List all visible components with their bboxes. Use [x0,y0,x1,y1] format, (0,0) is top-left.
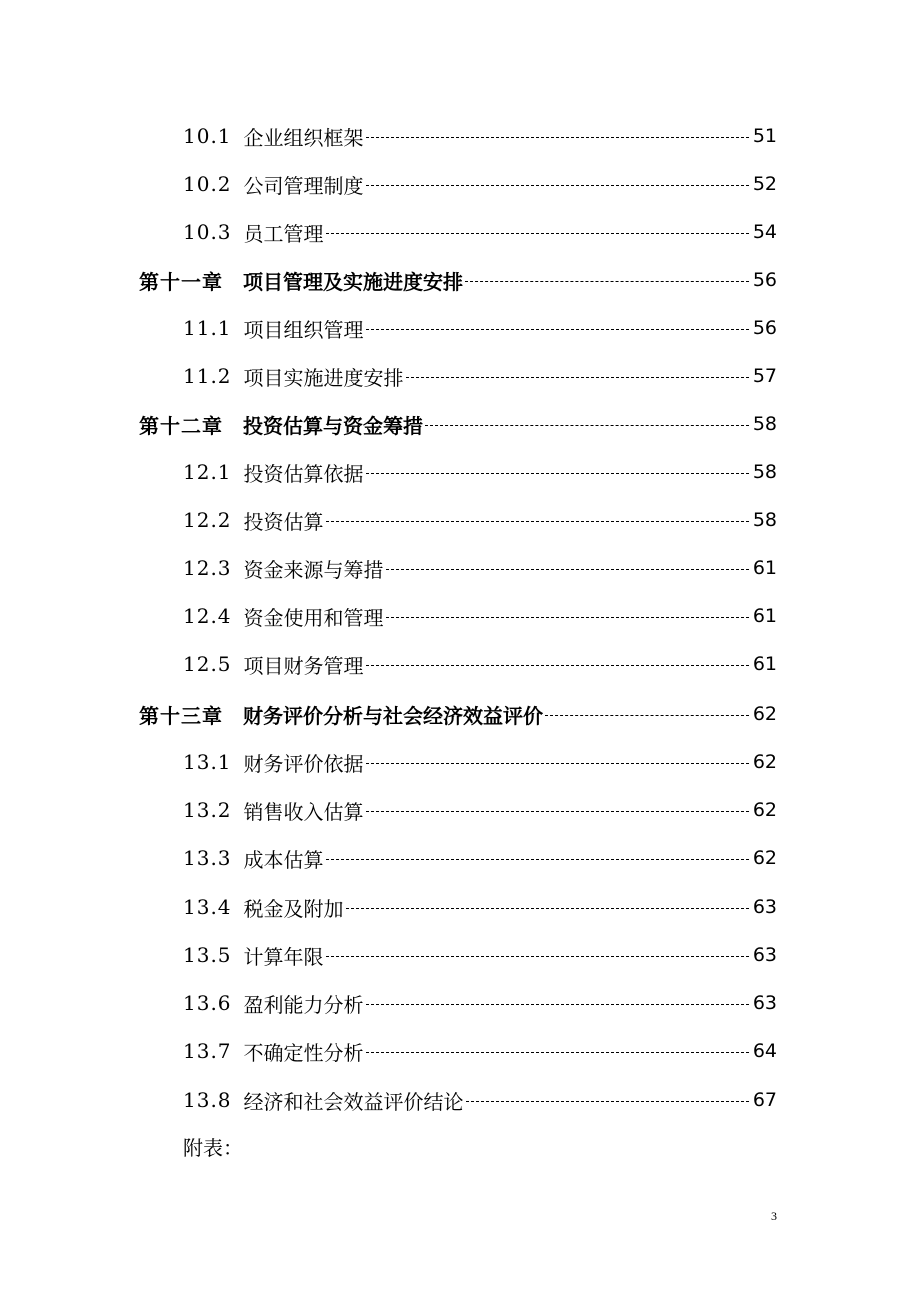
entry-number: 10.1 [183,124,232,148]
dot-leader [366,473,749,474]
entry-number: 13.7 [183,1039,232,1063]
entry-number: 12.4 [183,604,232,628]
entry-page: 58 [752,509,777,531]
toc-entry [183,745,777,779]
entry-title: 项目组织管理 [243,317,364,342]
dot-leader [386,617,749,618]
dot-leader [386,569,749,570]
toc-entry [183,986,777,1020]
dot-leader [326,859,749,860]
toc-entry [183,890,777,924]
entry-page: 62 [752,799,777,821]
toc-entry [183,119,777,153]
entry-number: 13.4 [183,895,232,919]
toc-entry [183,503,777,537]
toc-entry [183,841,777,875]
entry-number: 10.2 [183,172,232,196]
entry-number: 13.1 [183,750,232,774]
entry-page: 58 [752,461,777,483]
dot-leader [425,425,749,426]
entry-page: 58 [752,413,777,435]
entry-page: 56 [752,317,777,339]
entry-number: 13.8 [183,1088,232,1112]
entry-page: 62 [752,751,777,773]
entry-page: 56 [752,269,777,291]
toc-chapter-entry [139,697,777,731]
entry-number: 13.2 [183,798,232,822]
entry-title: 资金使用和管理 [243,605,384,630]
entry-page: 62 [752,703,777,725]
dot-leader [465,281,749,282]
entry-page: 51 [752,125,777,147]
toc-entry [183,599,777,633]
dot-leader [545,715,749,716]
entry-page: 52 [752,173,777,195]
toc-entry [183,551,777,585]
entry-page: 63 [752,992,777,1014]
entry-number: 13.3 [183,846,232,870]
entry-page: 61 [752,653,777,675]
entry-page: 62 [752,847,777,869]
dot-leader [366,329,749,330]
toc-entry [183,311,777,345]
entry-number: 12.5 [183,652,232,676]
entry-page: 61 [752,557,777,579]
entry-page: 63 [752,944,777,966]
entry-number: 12.1 [183,460,232,484]
page-number: 3 [771,1209,777,1223]
entry-title: 盈利能力分析 [243,992,364,1017]
entry-title: 投资估算依据 [243,461,364,486]
entry-page: 57 [752,365,777,387]
toc-entry [183,647,777,681]
entry-page: 67 [752,1089,777,1111]
entry-page: 64 [752,1040,777,1062]
toc-entry [183,215,777,249]
entry-title: 项目财务管理 [243,653,364,678]
toc-chapter-entry [139,263,777,297]
entry-title: 销售收入估算 [243,799,364,824]
appendix-label: 附表： [183,1136,243,1160]
dot-leader [406,377,749,378]
dot-leader [366,665,749,666]
dot-leader [366,1004,749,1005]
chapter-title: 财务评价分析与社会经济效益评价 [243,703,543,728]
entry-title: 计算年限 [243,944,324,969]
toc-entry [183,1083,777,1117]
dot-leader [466,1101,749,1102]
entry-number: 11.2 [183,364,232,388]
entry-title: 税金及附加 [243,896,344,921]
toc-entry [183,938,777,972]
entry-title: 成本估算 [243,847,324,872]
chapter-number: 第十三章 [139,703,223,728]
entry-title: 资金来源与筹措 [243,557,384,582]
dot-leader [366,185,749,186]
chapter-number: 第十二章 [139,413,223,438]
toc-entry [183,793,777,827]
toc-entry [183,167,777,201]
entry-page: 54 [752,221,777,243]
dot-leader [346,908,749,909]
toc-entry [183,359,777,393]
dot-leader [326,233,749,234]
dot-leader [366,811,749,812]
entry-number: 11.1 [183,316,232,340]
entry-page: 61 [752,605,777,627]
entry-title: 不确定性分析 [243,1040,364,1065]
entry-title: 企业组织框架 [243,125,364,150]
entry-title: 投资估算 [243,509,324,534]
dot-leader [366,1052,749,1053]
chapter-number: 第十一章 [139,269,223,294]
entry-number: 10.3 [183,220,232,244]
entry-number: 13.6 [183,991,232,1015]
dot-leader [326,521,749,522]
dot-leader [326,956,749,957]
entry-title: 员工管理 [243,221,324,246]
dot-leader [366,137,749,138]
entry-page: 63 [752,896,777,918]
chapter-title: 投资估算与资金筹措 [243,413,423,438]
entry-title: 公司管理制度 [243,173,364,198]
entry-title: 项目实施进度安排 [243,365,404,390]
entry-number: 12.2 [183,508,232,532]
entry-number: 12.3 [183,556,232,580]
toc-entry [183,455,777,489]
entry-title: 财务评价依据 [243,751,364,776]
toc-entry [183,1034,777,1068]
entry-number: 13.5 [183,943,232,967]
entry-title: 经济和社会效益评价结论 [243,1089,464,1114]
toc-chapter-entry [139,407,777,441]
dot-leader [366,763,749,764]
chapter-title: 项目管理及实施进度安排 [243,269,463,294]
